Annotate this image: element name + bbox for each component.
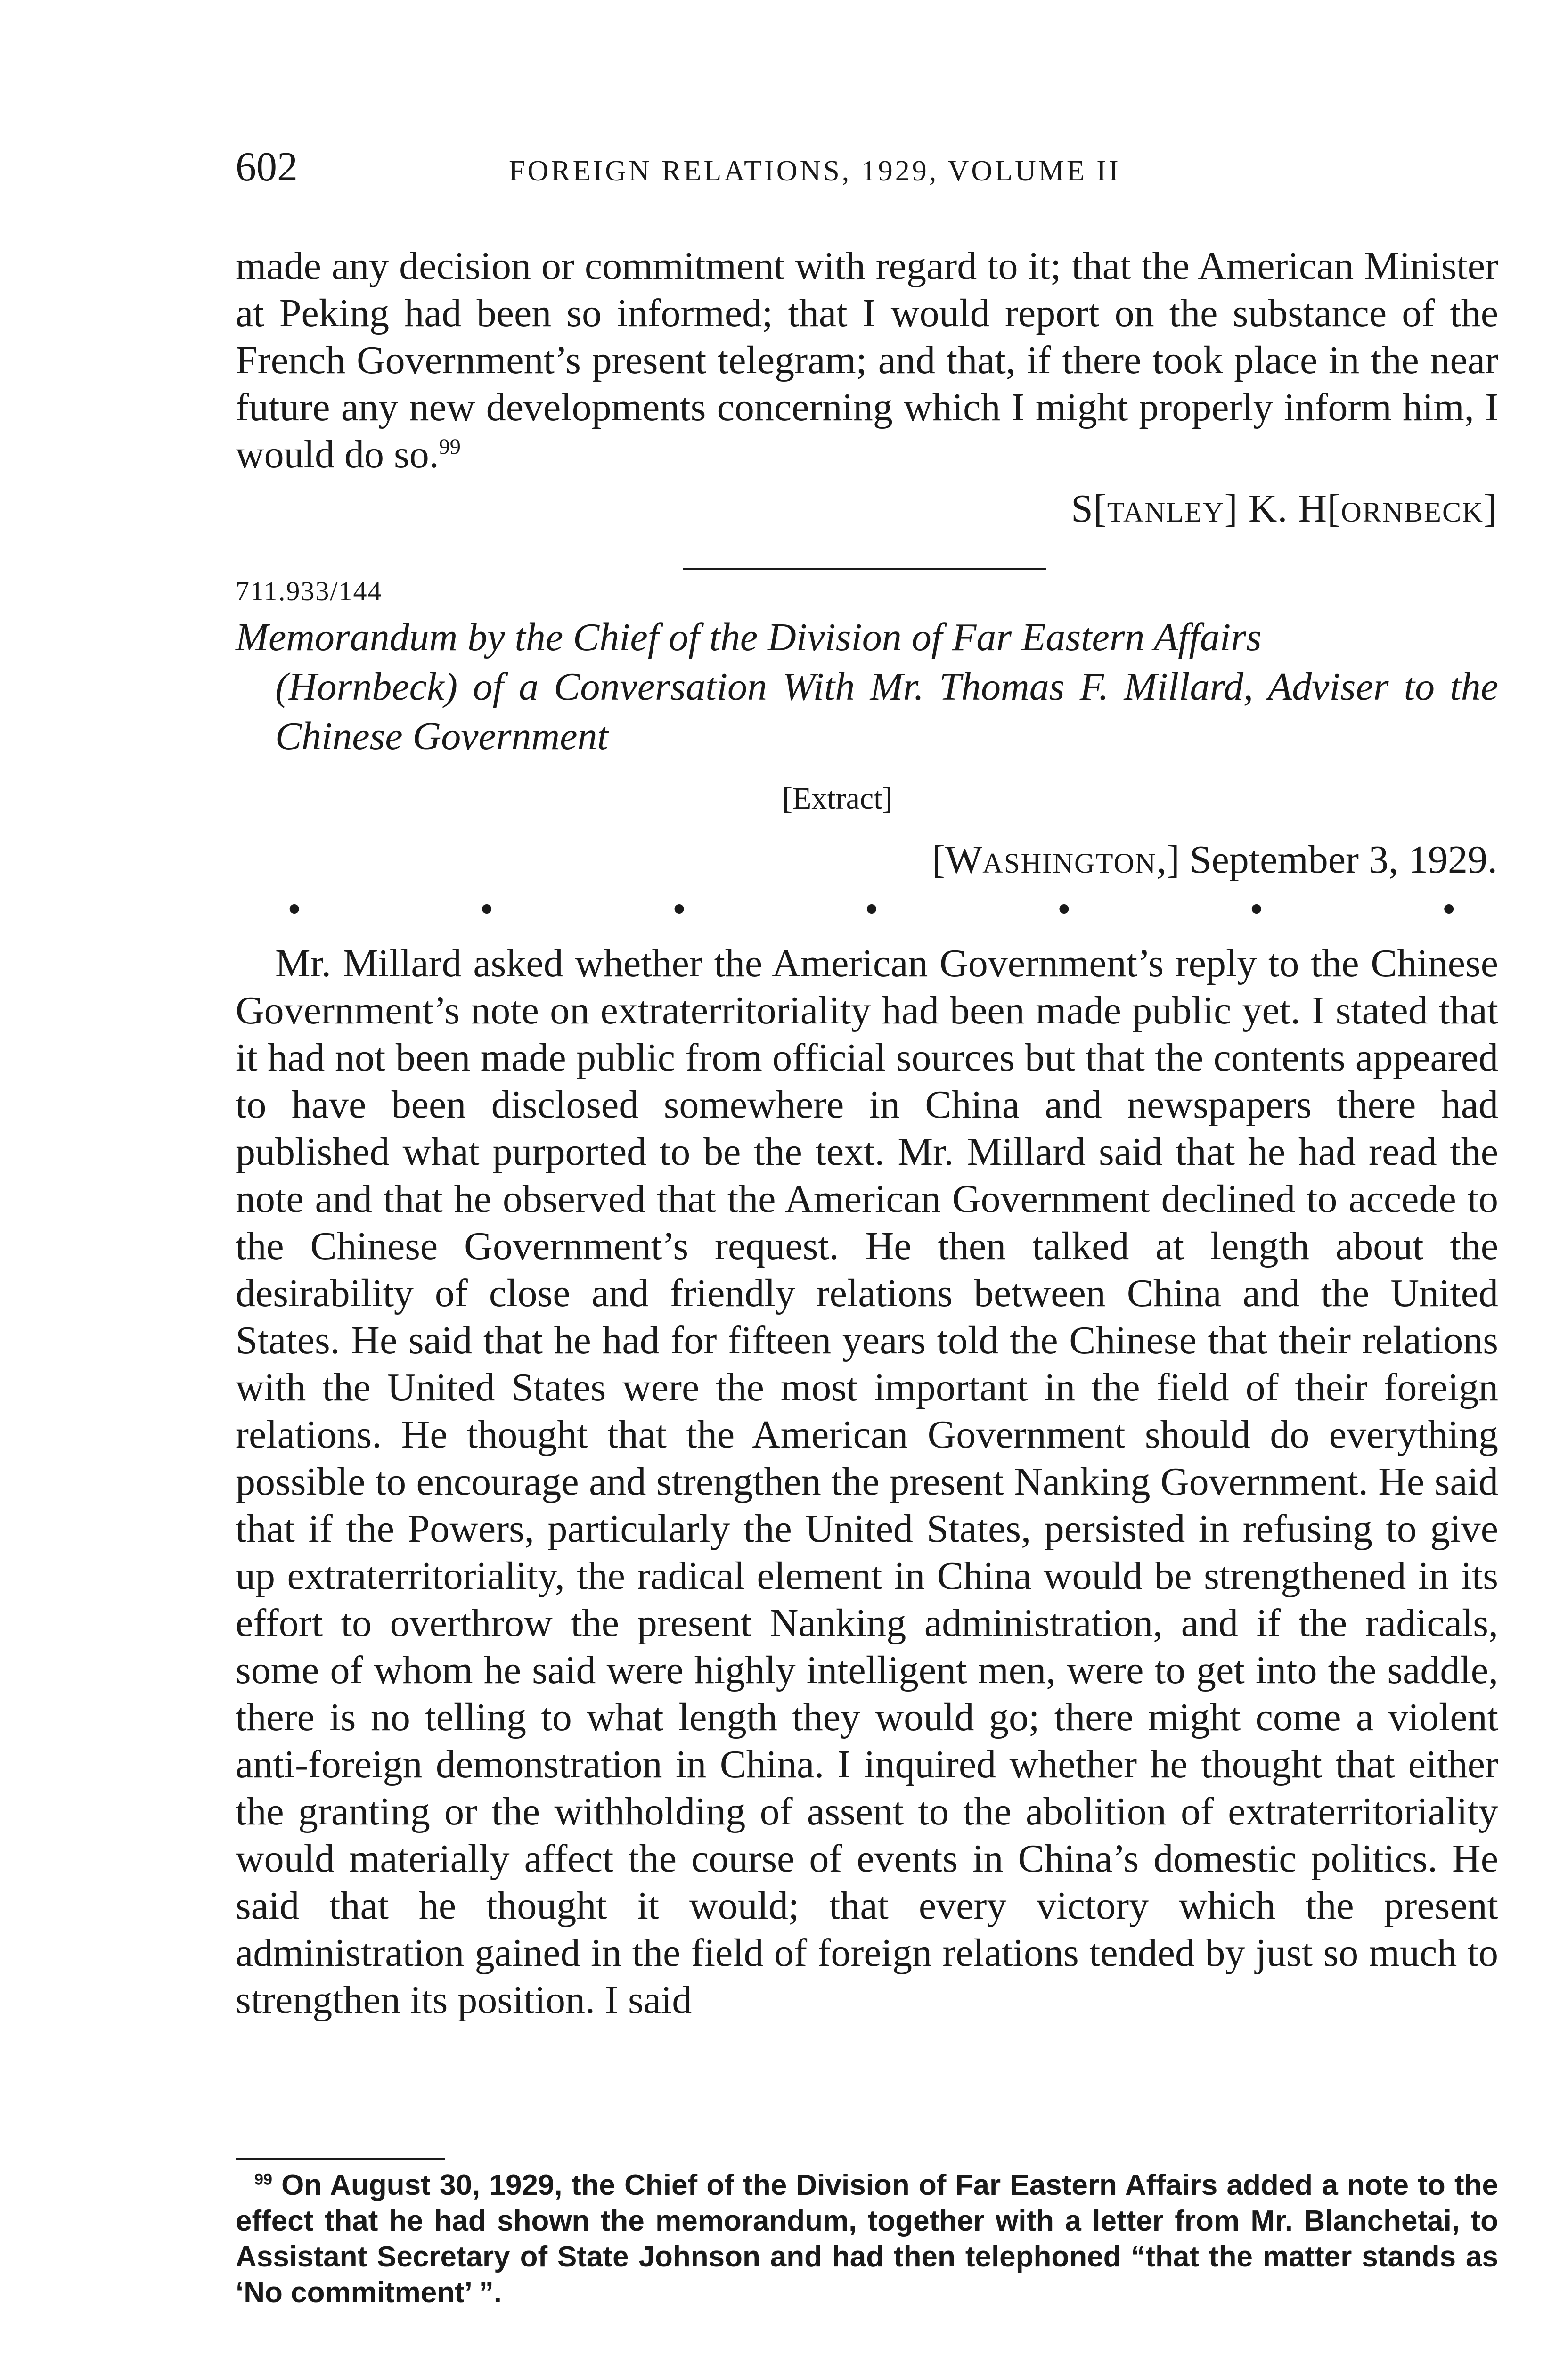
dateline-place-initial: W xyxy=(945,838,983,882)
page-header xyxy=(236,141,1489,193)
dateline: [WASHINGTON,] September 3, 1929. xyxy=(931,838,1497,882)
omission-dot: • xyxy=(1442,887,1456,931)
page-number: 602 xyxy=(236,144,298,190)
signature-rest-2: ORNBECK xyxy=(1341,497,1484,528)
footnote-text: On August 30, 1929, the Chief of the Division of Far Eastern Affairs added a note to the effect that he had shown the memorandum, together with a letter from Mr. Blanchetai, to Assistant Secretary of State Johnson and had then telephoned “that the matter stands as ‘No commitment’ ”. xyxy=(236,2169,1498,2309)
omission-dot: • xyxy=(672,887,686,931)
continuation-paragraph xyxy=(236,243,1498,478)
memo-title-line-1: Memorandum by the Chief of the Division of Far Eastern Affairs xyxy=(236,615,1262,659)
omission-dots xyxy=(287,887,1456,931)
omission-dot: • xyxy=(1057,887,1071,931)
extract-label: [Extract] xyxy=(782,781,893,816)
running-title: FOREIGN RELATIONS, 1929, VOLUME II xyxy=(509,155,1121,187)
omission-dot: • xyxy=(1250,887,1264,931)
footnote-number: 99 xyxy=(254,2170,272,2189)
dateline-place-rest: ASHINGTON xyxy=(982,848,1157,879)
section-divider xyxy=(683,568,1046,570)
footnote-reference[interactable]: 99 xyxy=(439,434,461,458)
signature-initial-1: S xyxy=(1071,487,1094,531)
footnote xyxy=(236,2168,1498,2311)
memo-body xyxy=(236,940,1498,2024)
file-number: 711.933/144 xyxy=(236,576,383,606)
footnote-rule xyxy=(236,2158,445,2160)
omission-dot: • xyxy=(865,887,879,931)
omission-dot: • xyxy=(287,887,302,931)
memo-body-paragraph: Mr. Millard asked whether the American Government’s reply to the Chinese Government’s note on extraterritoriality had been made public yet. I stated that it had not been made public from official sources but that the contents appeared to have been disclosed somewhere in China and newspapers there had published what purported to be the text. Mr. Millard said that he had read the note and that he observed that the American Government declined to accede to the Chinese Government’s request. He then talked at length about the desirability of close and friendly relations between China and the United States. He said that he had for fifteen years told the Chinese that their relations with the United States were the most important in the field of their foreign relations. He thought that the American Government should do everything possible to encourage and strengthen the present Nanking Government. He said that if the Powers, particularly the United States, persisted in refusing to give up extraterritoriality, the radical element in China would be strengthened in its effort to overthrow the present Nanking administration, and if the radicals, some of whom he said were highly intelligent men, were to get into the saddle, there is no telling to what length they would go; there might come a violent anti-foreign demonstration in China. I inquired whether he thought that either the granting or the withholding of assent to the abolition of extraterritoriality would materially affect the course of events in China’s domestic politics. He said that he thought it would; that every victory which the present administration gained in the field of foreign relations tended by just so much to strengthen its position. I said xyxy=(236,941,1498,2022)
signature: S[TANLEY] K. H[ORNBECK] xyxy=(1071,487,1497,531)
memo-title xyxy=(236,613,1498,761)
continuation-text: made any decision or commitment with regard to it; that the American Minister at Peking had been so informed; that I would report on the substance of the French Government’s present telegram; and that, if there took place in the near future any new developments concerning which I might properly inform him, I would do so. xyxy=(236,244,1498,476)
dateline-date: September 3, 1929. xyxy=(1189,838,1497,882)
signature-initial-2: K. H xyxy=(1248,487,1328,531)
omission-dot: • xyxy=(480,887,494,931)
memo-title-line-2: (Hornbeck) of a Conversation With Mr. Thomas F. Millard, Adviser to the Chinese Government xyxy=(275,665,1498,758)
signature-rest-1: TANLEY xyxy=(1107,497,1225,528)
